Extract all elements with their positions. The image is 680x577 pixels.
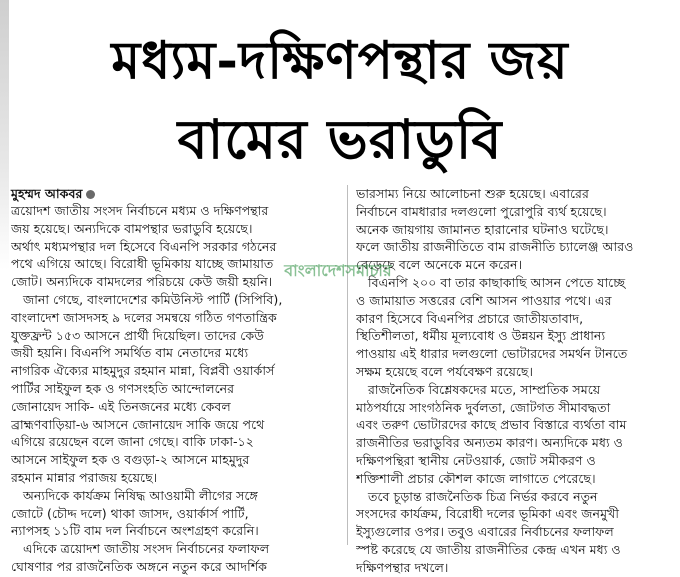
text-line: রাজনীতির ভরাডুবির অন্যতম কারণ। অন্যদিকে মধ্য ও: [356, 435, 623, 451]
text-line: অন্যদিকে কার্যক্রম নিষিদ্ধ আওয়ামী লীগের সঙ্গে: [23, 487, 258, 503]
text-line: ত্রয়োদশ জাতীয় সংসদ নির্বাচনে মধ্যম ও দক্ষিণপন্থার: [11, 203, 269, 218]
column-divider: [347, 185, 348, 545]
text-line: ইস্যুগুলোর ওপর। তবুও এবারের নির্বাচনের ফলাফল: [356, 524, 614, 540]
text-line: অনেক জায়গায় জামানত হারানোর ঘটনাও ঘটেছে।: [356, 221, 609, 237]
text-line: ভারসাম্য নিয়ে আলোচনা শুরু হয়েছে। এবারের: [356, 186, 589, 201]
text-line: জোটে (চৌদ্দ দলে) থাকা জাসদ, ওয়ার্কার্স পার্টি,: [11, 505, 249, 521]
text-line: শক্তিশালী প্রচার কৌশল কাজে লাগাতে পেরেছে।: [356, 470, 596, 486]
byline: [11, 185, 341, 202]
text-line: নির্বাচনে বামধারার দলগুলো পুরোপুরি ব্যর্থ হয়েছে।: [356, 203, 607, 219]
text-line: রহমান মান্নার পরাজয় হয়েছে।: [11, 469, 158, 485]
text-line: এগিয়ে রয়েছেন বলে জানা গেছে। বাকি ঢাকা-১২: [11, 434, 254, 450]
text-line: জয়ী হয়নি। বিএনপি সমর্থিত বাম নেতাদের মধ্যে: [11, 345, 249, 361]
text-line: জোনায়েদ সাকি- এই তিনজনের মধ্যে কেবল: [11, 398, 231, 414]
text-line: যুক্তফ্রন্ট ১৫৩ আসনে প্রার্থী দিয়েছিল। তাদের কেউ: [11, 327, 264, 343]
text-line: সংসদের কার্যক্রম, বিরোধী দলের ভূমিকা এবং জনমুখী: [356, 506, 619, 522]
page-edge-shadow: [0, 0, 9, 270]
text-line: তবে চূড়ান্ত রাজনৈতিক চিত্র নির্ভর করবে নতুন: [368, 488, 598, 504]
text-line: ব্রাহ্মণবাড়িয়া-৬ আসনে জোনায়েদ সাকি জয়ে পথে: [11, 416, 265, 432]
text-line: জয় হয়েছে। অন্যদিকে বামপন্থার ভরাডুবি হয়েছে।: [11, 220, 253, 236]
headline-line-2: বামের ভরাডুবি: [177, 107, 503, 171]
text-line: জোট। অন্যদিকে বামদলের পরিচয়ে কেউ জয়ী হয়নি।: [11, 274, 273, 290]
text-line: স্পষ্ট করেছে যে জাতীয় রাজনীতির কেন্দ্র এখন মধ্য ও: [356, 541, 621, 557]
text-line: বাংলাদেশ জাসদসহ ৯ দলের সমন্বয়ে গঠিত গণতান্ত্রিক: [11, 309, 277, 325]
text-line: কারণ হিসেবে বিএনপির প্রচারে জাতীয়তাবাদ,: [356, 310, 584, 326]
text-line: দক্ষিণপন্থার দখলে।: [356, 559, 449, 575]
text-line: বেড়েছে বলে অনেকে মনে করেন।: [356, 257, 523, 273]
text-line: রাজনৈতিক বিশ্লেষকদের মতে, সাম্প্রতিক সময়ে: [368, 381, 601, 397]
text-line: পথে এগিয়ে আছে। বিরোধী ভূমিকায় যাচ্ছে জামায়াত: [11, 256, 274, 272]
author-name: মুহম্মদ আকবর: [11, 186, 83, 201]
text-line: মাঠপর্যায়ে সাংগঠনিক দুর্বলতা, জোটগত সীমাবদ্ধতা: [356, 399, 611, 415]
bullet-icon: [86, 190, 95, 199]
headline-line-1: মধ্যম-দক্ষিণপন্থার জয়: [111, 30, 569, 91]
text-line: স্থিতিশীলতা, ধর্মীয় মূল্যবোধ ও উন্নয়ন ইস্যু প্রাধান্য: [356, 328, 606, 344]
text-line: এদিকে ত্রয়োদশ জাতীয় সংসদ নির্বাচনের ফলাফল: [23, 541, 270, 557]
text-line: ফলে জাতীয় রাজনীতিতে বাম রাজনীতি চ্যালেঞ্জ আরও: [356, 239, 634, 255]
text-line: সক্ষম হয়েছে বলে পর্যবেক্ষণ রয়েছে।: [356, 363, 534, 379]
text-line: দক্ষিণপন্থিরা স্থানীয় নেটওয়ার্ক, জোট সমীকরণ ও: [356, 452, 596, 468]
text-line: এবং তরুণ ভোটারদের কাছে প্রভাব বিস্তারে ব্যর্থতা বাম: [356, 417, 627, 433]
text-line: ঘোষণার পর রাজনৈতিক অঙ্গনে নতুন করে আদর্শিক: [11, 558, 267, 574]
text-line: অর্থাৎ মধ্যমপন্থার দল হিসেবে বিএনপি সরকার গঠনের: [11, 238, 277, 254]
article-column-right: [356, 185, 674, 577]
text-line: ন্যাপসহ ১১টি বাম দল নির্বাচনে অংশগ্রহণ করেনি।: [11, 523, 259, 539]
text-line: পাওয়ায় এই ধারার দলগুলো ভোটারদের সমর্থন টানতে: [356, 346, 628, 362]
text-line: নাগরিক ঐক্যের মাহমুদুর রহমান মান্না, বিপ্লবী ওয়ার্কার্স: [11, 363, 275, 379]
text-line: আসনে সাইফুল হক ও বগুড়া-২ আসনে মাহমুদুর: [11, 452, 250, 468]
text-line: বিএনপি ২০০ বা তার কাছাকাছি আসন পেতে যাচ্ছে: [368, 274, 626, 290]
text-line: ও জামায়াত সত্তরের বেশি আসন পাওয়ার পথে। এর: [356, 292, 612, 308]
watermark-logo: বাংলাদেশসমাচার: [284, 261, 392, 280]
text-line: পার্টির সাইফুল হক ও গণসংহতি আন্দোলনের: [11, 380, 235, 396]
text-line: জানা গেছে, বাংলাদেশের কমিউনিস্ট পার্টি (সিপিবি),: [23, 291, 283, 307]
